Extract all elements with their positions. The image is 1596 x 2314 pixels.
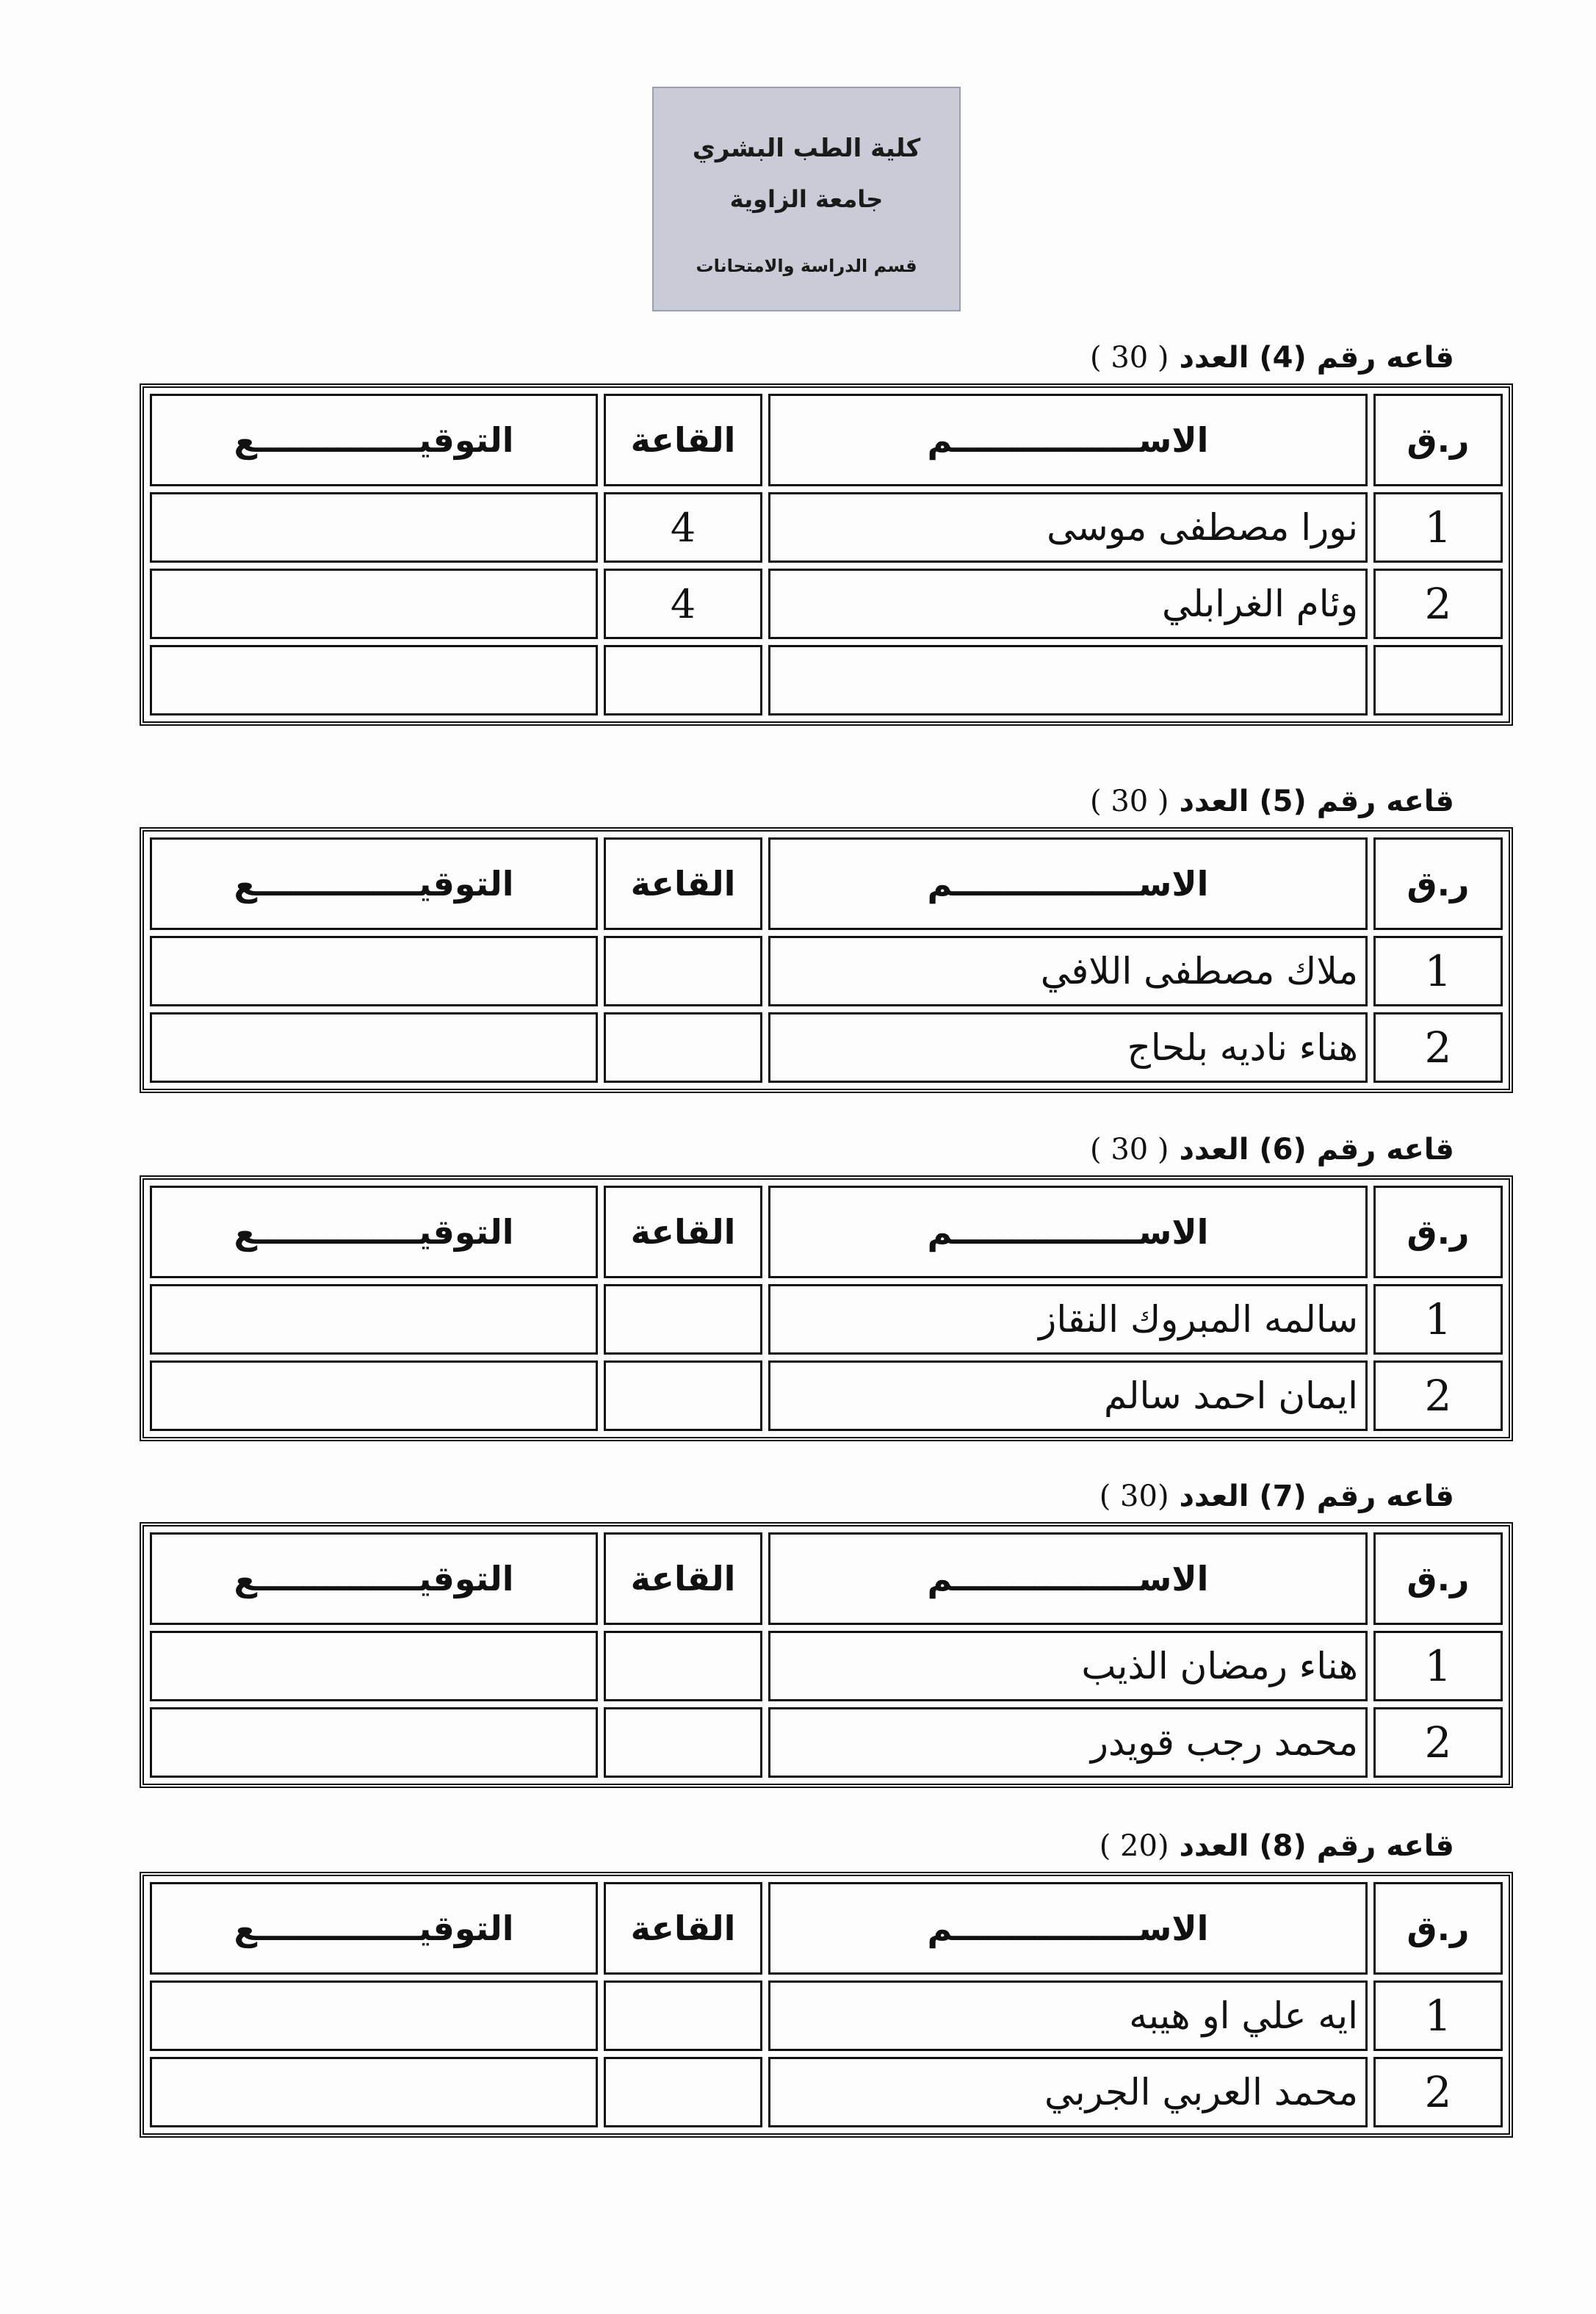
room-number: 4 (604, 492, 762, 563)
table-row (150, 1284, 1503, 1355)
room-number (604, 1284, 762, 1355)
row-index (1373, 645, 1503, 716)
hall-caption (140, 776, 1513, 827)
attendance-table (140, 1522, 1513, 1788)
row-index: 1 (1373, 1980, 1503, 2051)
hall-count: (30 ) (1099, 1479, 1169, 1513)
hall-count: ( 30 ) (1089, 1133, 1169, 1167)
table-row (150, 1360, 1503, 1431)
hall-title: قاعه رقم (6) العدد (1179, 1133, 1454, 1167)
row-index: 1 (1373, 1631, 1503, 1701)
row-index: 2 (1373, 2057, 1503, 2127)
student-name: سالمه المبروك النقاز (768, 1284, 1368, 1355)
signature-cell (150, 936, 598, 1006)
header-signature: التوقيــــــــــــــع (150, 394, 598, 486)
header-name: الاســــــــــــــــم (768, 1532, 1368, 1625)
hall-section (140, 1124, 1513, 1441)
student-name: ملاك مصطفى اللافي (768, 936, 1368, 1006)
header-room: القاعة (604, 394, 762, 486)
student-name: هناء رمضان الذيب (768, 1631, 1368, 1701)
room-number (604, 2057, 762, 2127)
hall-title: قاعه رقم (4) العدد (1179, 341, 1454, 375)
table-header-row (150, 1532, 1503, 1625)
row-index: 1 (1373, 492, 1503, 563)
hall-caption (140, 332, 1513, 383)
header-index: ر.ق (1373, 837, 1503, 930)
header-signature: التوقيــــــــــــــع (150, 1532, 598, 1625)
header-room: القاعة (604, 1186, 762, 1278)
header-signature: التوقيــــــــــــــع (150, 837, 598, 930)
table-header-row (150, 394, 1503, 486)
signature-cell (150, 1012, 598, 1083)
student-name (768, 645, 1368, 716)
table-row (150, 936, 1503, 1006)
row-index: 1 (1373, 1284, 1503, 1355)
attendance-table (140, 383, 1513, 726)
table-header-row (150, 1186, 1503, 1278)
table-row (150, 2057, 1503, 2127)
header-index: ر.ق (1373, 1186, 1503, 1278)
room-number (604, 1980, 762, 2051)
header-signature: التوقيــــــــــــــع (150, 1882, 598, 1975)
attendance-table (140, 1872, 1513, 2138)
room-number (604, 1360, 762, 1431)
student-name: نورا مصطفى موسى (768, 492, 1368, 563)
hall-count: ( 30 ) (1089, 341, 1169, 375)
row-index: 1 (1373, 936, 1503, 1006)
hall-count: ( 30 ) (1089, 785, 1169, 818)
hall-caption (140, 1471, 1513, 1522)
header-name: الاســــــــــــــــم (768, 394, 1368, 486)
attendance-table (140, 1175, 1513, 1441)
row-index: 2 (1373, 1360, 1503, 1431)
signature-cell (150, 1284, 598, 1355)
header-signature: التوقيــــــــــــــع (150, 1186, 598, 1278)
header-name: الاســــــــــــــــم (768, 1186, 1368, 1278)
table-header-row (150, 1882, 1503, 1975)
table-row (150, 1012, 1503, 1083)
header-name: الاســــــــــــــــم (768, 1882, 1368, 1975)
table-header-row (150, 837, 1503, 930)
stamp-faculty-name: كلية الطب البشري (692, 134, 921, 163)
hall-title: قاعه رقم (7) العدد (1179, 1479, 1454, 1513)
hall-caption (140, 1124, 1513, 1175)
hall-section (140, 776, 1513, 1093)
header-index: ر.ق (1373, 394, 1503, 486)
student-name: هناء ناديه بلحاج (768, 1012, 1368, 1083)
hall-caption (140, 1820, 1513, 1872)
hall-section (140, 332, 1513, 726)
room-number (604, 1631, 762, 1701)
student-name: وئام الغرابلي (768, 569, 1368, 639)
signature-cell (150, 1631, 598, 1701)
stamp-department-name: قسم الدراسة والامتحانات (696, 256, 917, 276)
row-index: 2 (1373, 1012, 1503, 1083)
row-index: 2 (1373, 569, 1503, 639)
header-index: ر.ق (1373, 1532, 1503, 1625)
table-row (150, 1980, 1503, 2051)
signature-cell (150, 569, 598, 639)
room-number: 4 (604, 569, 762, 639)
room-number (604, 1012, 762, 1083)
table-row (150, 1707, 1503, 1778)
faculty-stamp (652, 87, 961, 311)
student-name: محمد رجب قويدر (768, 1707, 1368, 1778)
signature-cell (150, 492, 598, 563)
student-name: ايه علي او هيبه (768, 1980, 1368, 2051)
header-room: القاعة (604, 837, 762, 930)
hall-count: (20 ) (1099, 1829, 1169, 1863)
table-row (150, 645, 1503, 716)
row-index: 2 (1373, 1707, 1503, 1778)
signature-cell (150, 1707, 598, 1778)
signature-cell (150, 1360, 598, 1431)
hall-title: قاعه رقم (5) العدد (1179, 785, 1454, 818)
room-number (604, 936, 762, 1006)
hall-title: قاعه رقم (8) العدد (1179, 1829, 1454, 1863)
student-name: ايمان احمد سالم (768, 1360, 1368, 1431)
header-name: الاســــــــــــــــم (768, 837, 1368, 930)
signature-cell (150, 2057, 598, 2127)
student-name: محمد العربي الجربي (768, 2057, 1368, 2127)
hall-section (140, 1471, 1513, 1788)
signature-cell (150, 1980, 598, 2051)
header-room: القاعة (604, 1532, 762, 1625)
table-row (150, 492, 1503, 563)
stamp-university-name: جامعة الزاوية (729, 185, 884, 213)
hall-section (140, 1820, 1513, 2138)
room-number (604, 1707, 762, 1778)
attendance-table (140, 827, 1513, 1093)
signature-cell (150, 645, 598, 716)
header-room: القاعة (604, 1882, 762, 1975)
table-row (150, 569, 1503, 639)
table-row (150, 1631, 1503, 1701)
room-number (604, 645, 762, 716)
header-index: ر.ق (1373, 1882, 1503, 1975)
